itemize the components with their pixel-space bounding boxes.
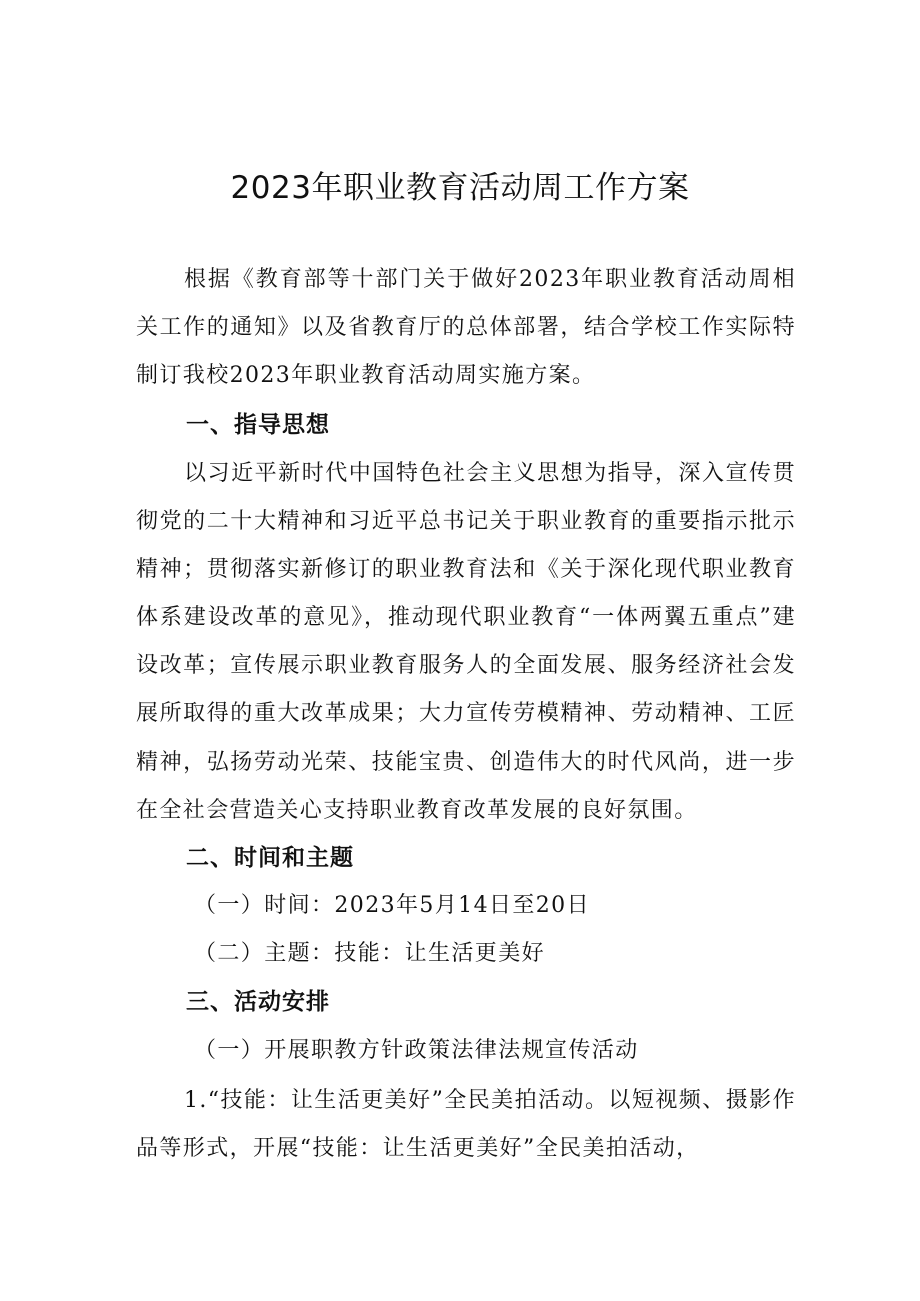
section-heading-time-theme: 二、时间和主题 <box>186 845 354 871</box>
subsection-policy-promotion: （一）开展职教方针政策法律法规宣传活动 <box>194 1038 639 1063</box>
intro-paragraph: 根据《教育部等十部门关于做好2023年职业教育活动周相关工作的通知》以及省教育厅的总体部署，结合学校工作实际特制订我校2023年职业教育活动周实施方案。 <box>136 267 796 389</box>
activity-item-1: 1.“技能：让生活更美好”全民美拍活动。以短视频、摄影作品等形式，开展“技能：让生活更美好”全民美拍活动， <box>136 1088 796 1162</box>
theme-line: （二）主题：技能：让生活更美好 <box>194 941 546 966</box>
section-heading-activities: 三、活动安排 <box>186 989 330 1015</box>
section-heading-guiding-ideology: 一、指导思想 <box>186 412 330 438</box>
time-line: （一）时间：2023年5月14日至20日 <box>194 893 590 918</box>
guiding-ideology-paragraph: 以习近平新时代中国特色社会主义思想为指导，深入宣传贯彻党的二十大精神和习近平总书记关于职业教育的重要指示批示精神；贯彻落实新修订的职业教育法和《关于深化现代职业教育体系建设改革的意见》，推动现代职业教育“一体两翼五重点”建设改革；宣传展示职业教育服务人的全面发展、服务经济社会发展所取得的重大改革成果；大力宣传劳模精神、劳动精神、工匠精神，弘扬劳动光荣、技能宝贵、创造伟大的时代风尚，进一步在全社会营造关心支持职业教育改革发展的良好氛围。 <box>136 461 796 823</box>
document-title: 2023年职业教育活动周工作方案 <box>230 170 690 206</box>
